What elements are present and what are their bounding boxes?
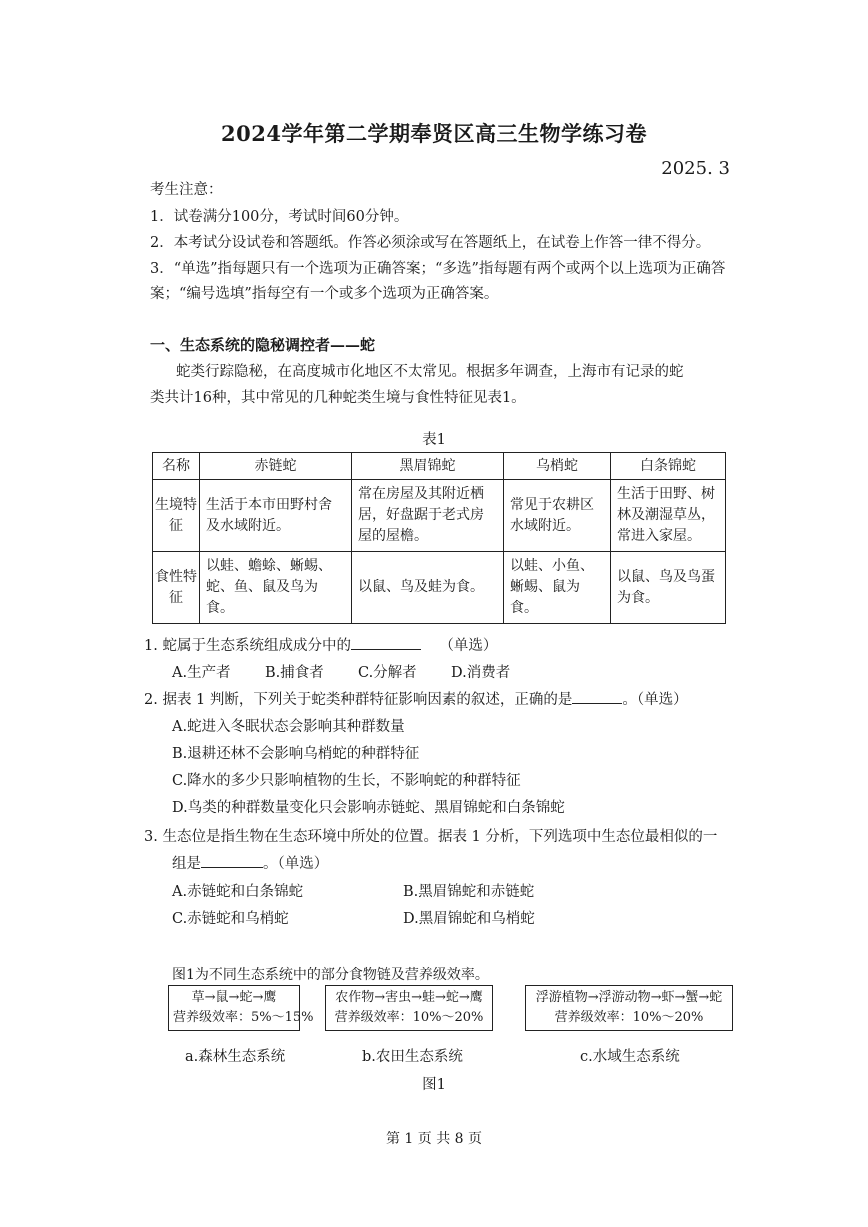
section-heading: 一、生态系统的隐秘调控者——蛇	[150, 336, 376, 354]
row-label-habitat: 生境特征	[153, 480, 200, 552]
table-caption: 表1	[422, 432, 446, 448]
question-3-type: 。（单选）	[263, 856, 329, 872]
notice-item-2: 2．本考试分设试卷和答题纸。作答必须涂或写在答题纸上，在试卷上作答一律不得分。	[150, 235, 711, 251]
q2-option-a[interactable]: A.蛇进入冬眠状态会影响其种群数量	[172, 719, 405, 735]
table-cell: 以蛙、小鱼、蜥蜴、鼠为食。	[504, 552, 611, 624]
q3-option-c[interactable]: C.赤链蛇和乌梢蛇	[172, 911, 289, 927]
ecosystem-label-farmland: b.农田生态系统	[362, 1049, 463, 1065]
question-1-stem	[144, 634, 497, 655]
answer-blank	[572, 703, 622, 704]
question-3-stem-line-1: 3. 生态位是指生物在生态环境中所处的位置。据表 1 分析，下列选项中生态位最相似的一	[144, 829, 718, 845]
question-3-text: 组是	[172, 856, 201, 872]
efficiency-text: 营养级效率：5%～15%	[173, 1010, 314, 1025]
exam-date: 2025. 3	[661, 158, 730, 179]
table-header-row	[153, 453, 726, 480]
efficiency-text: 营养级效率：10%～20%	[334, 1010, 484, 1025]
ecosystem-label-water: c.水域生态系统	[580, 1049, 680, 1065]
question-2-type: 。（单选）	[622, 692, 688, 708]
table-cell: 以鼠、鸟及蛙为食。	[352, 552, 504, 624]
food-chain-box-water	[525, 985, 733, 1031]
table-cell: 以鼠、鸟及鸟蛋为食。	[611, 552, 726, 624]
figure-caption: 图1	[422, 1077, 446, 1093]
table-cell: 生活于田野、树林及潮湿草丛，常进入家屋。	[611, 480, 726, 552]
q1-option-a[interactable]: A.生产者	[172, 665, 231, 681]
food-chain-box-farmland	[325, 985, 493, 1031]
question-1-type: （单选）	[439, 638, 498, 654]
question-2-stem	[144, 688, 688, 709]
answer-blank	[201, 867, 263, 868]
q1-option-d[interactable]: D.消费者	[451, 665, 511, 681]
row-label-diet: 食性特征	[153, 552, 200, 624]
food-chain-box-forest	[168, 985, 314, 1031]
q2-option-d[interactable]: D.鸟类的种群数量变化只会影响赤链蛇、黑眉锦蛇和白条锦蛇	[172, 800, 565, 816]
food-chain-text: 草→鼠→蛇→鹰	[191, 990, 277, 1005]
ecosystem-label-forest: a.森林生态系统	[185, 1049, 286, 1065]
header-name: 名称	[153, 453, 200, 480]
table-cell: 生活于本市田野村舍及水域附近。	[200, 480, 352, 552]
q3-option-b[interactable]: B.黑眉锦蛇和赤链蛇	[403, 884, 535, 900]
figure-intro: 图1为不同生态系统中的部分食物链及营养级效率。	[172, 967, 489, 983]
page-title: 2024学年第二学期奉贤区高三生物学练习卷	[221, 121, 647, 146]
question-1-text: 1. 蛇属于生态系统组成成分中的	[144, 638, 351, 654]
question-3-stem-line-2	[172, 852, 328, 873]
snake-table	[152, 452, 726, 624]
food-chain-text: 农作物→害虫→蛙→蛇→鹰	[335, 990, 483, 1005]
header-snake-3: 乌梢蛇	[504, 453, 611, 480]
notice-item-3-cont: 案；“编号选填”指每空有一个或多个选项为正确答案。	[150, 286, 499, 302]
q1-option-b[interactable]: B.捕食者	[265, 665, 324, 681]
notice-heading: 考生注意：	[150, 182, 223, 198]
answer-blank	[351, 649, 421, 650]
notice-item-3: 3．“单选”指每题只有一个选项为正确答案；“多选”指每题有两个或两个以上选项为正确答	[150, 261, 726, 277]
q3-option-a[interactable]: A.赤链蛇和白条锦蛇	[172, 884, 304, 900]
question-2-text: 2. 据表 1 判断，下列关于蛇类种群特征影响因素的叙述，正确的是	[144, 692, 573, 708]
q2-option-b[interactable]: B.退耕还林不会影响乌梢蛇的种群特征	[172, 746, 420, 762]
efficiency-text: 营养级效率：10%～20%	[554, 1010, 704, 1025]
page-footer: 第 1 页 共 8 页	[385, 1131, 483, 1147]
table-row-habitat	[153, 480, 726, 552]
q2-option-c[interactable]: C.降水的多少只影响植物的生长，不影响蛇的种群特征	[172, 773, 521, 789]
table-cell: 常见于农耕区水域附近。	[504, 480, 611, 552]
section-intro-line-2: 类共计16种，其中常见的几种蛇类生境与食性特征见表1。	[150, 390, 526, 406]
table-cell: 常在房屋及其附近栖居，好盘踞于老式房屋的屋檐。	[352, 480, 504, 552]
table-cell: 以蛙、蟾蜍、蜥蜴、蛇、鱼、鼠及鸟为食。	[200, 552, 352, 624]
notice-item-1: 1．试卷满分100分，考试时间60分钟。	[150, 209, 409, 225]
header-snake-1: 赤链蛇	[200, 453, 352, 480]
header-snake-4: 白条锦蛇	[611, 453, 726, 480]
table-row-diet	[153, 552, 726, 624]
food-chain-text: 浮游植物→浮游动物→虾→蟹→蛇	[535, 990, 723, 1005]
q1-option-c[interactable]: C.分解者	[358, 665, 417, 681]
section-intro-line-1: 蛇类行踪隐秘，在高度城市化地区不太常见。根据多年调查，上海市有记录的蛇	[176, 364, 684, 380]
q3-option-d[interactable]: D.黑眉锦蛇和乌梢蛇	[403, 911, 535, 927]
header-snake-2: 黑眉锦蛇	[352, 453, 504, 480]
